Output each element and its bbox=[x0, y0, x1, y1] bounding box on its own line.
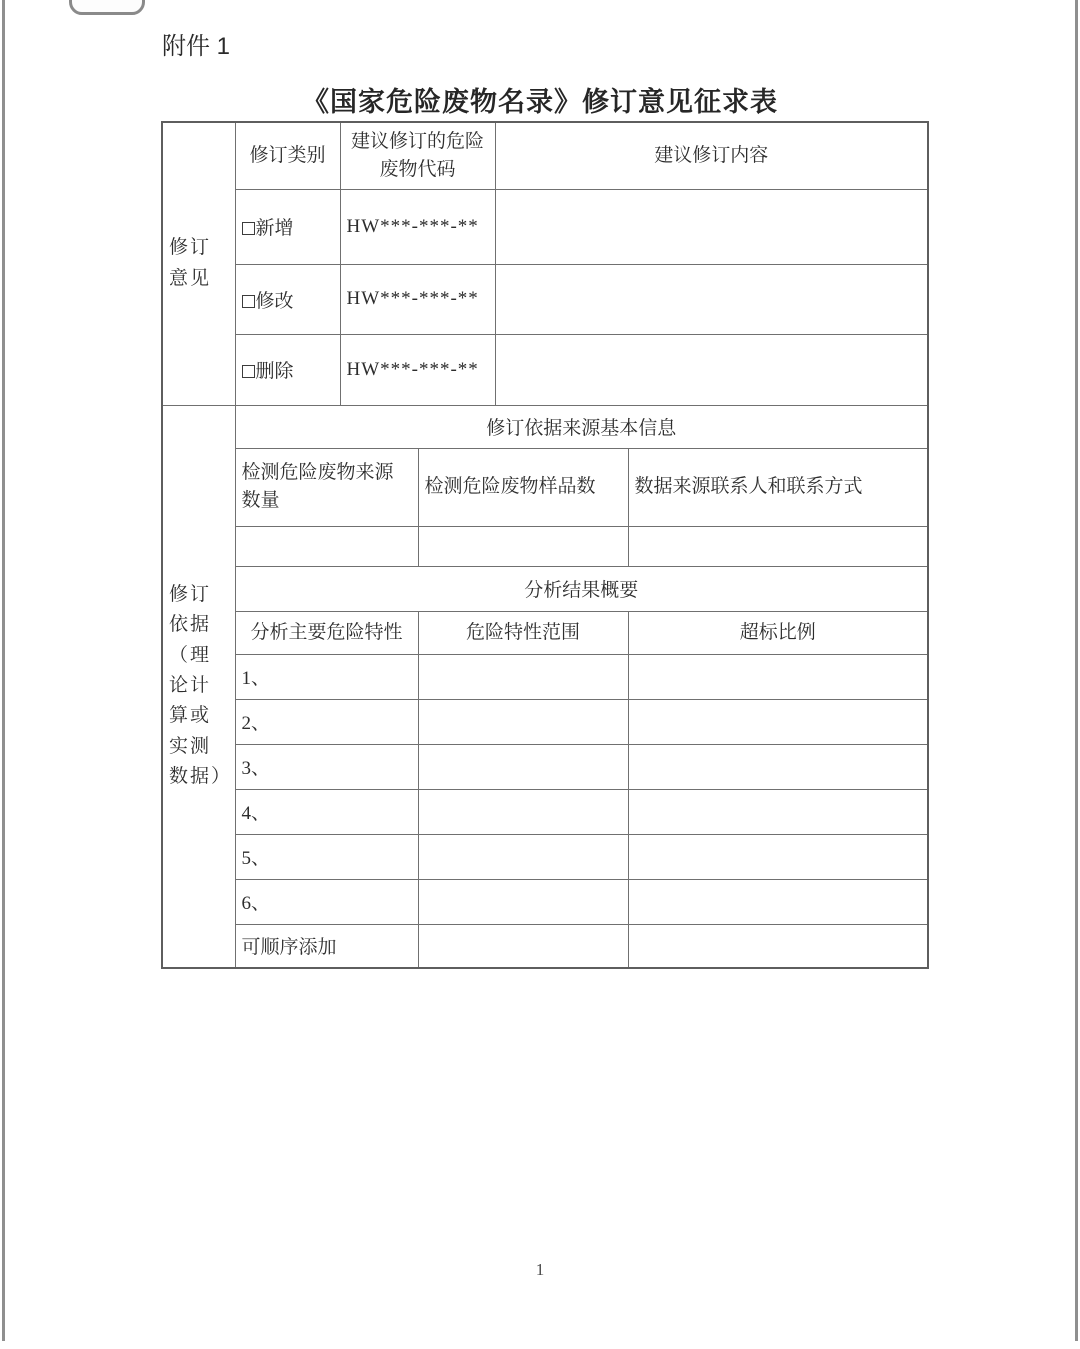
analysis-row-number: 6、 bbox=[235, 879, 418, 924]
header-contact-info: 数据来源联系人和联系方式 bbox=[628, 448, 928, 526]
empty-content-cell bbox=[495, 189, 928, 264]
analysis-row-number: 2、 bbox=[235, 699, 418, 744]
page-title: 《国家危险废物名录》修订意见征求表 bbox=[302, 87, 778, 117]
category-label-add: 新增 bbox=[255, 218, 294, 239]
header-source-count: 检测危险废物来源数量 bbox=[235, 448, 418, 526]
waste-code-cell: HW***-***-** bbox=[340, 189, 495, 264]
analysis-row-number: 4、 bbox=[235, 789, 418, 834]
empty-range-cell bbox=[418, 789, 628, 834]
attachment-label: 附件 1 bbox=[162, 33, 231, 60]
header-revision-category: 修订类别 bbox=[235, 122, 340, 189]
analysis-row-number: 5、 bbox=[235, 834, 418, 879]
empty-ratio-cell bbox=[628, 654, 928, 699]
empty-ratio-cell bbox=[628, 744, 928, 789]
header-waste-code: 建议修订的危险废物代码 bbox=[340, 122, 495, 189]
top-edge-pill-handle[interactable] bbox=[69, 0, 145, 15]
category-cell-modify bbox=[235, 264, 340, 334]
section2-row-label: 修订依据（理论计算或实测数据） bbox=[162, 405, 235, 968]
empty-range-cell bbox=[418, 744, 628, 789]
checkbox-icon bbox=[242, 295, 255, 308]
empty-ratio-cell bbox=[628, 789, 928, 834]
header-hazard-range: 危险特性范围 bbox=[418, 611, 628, 654]
empty-ratio-cell bbox=[628, 924, 928, 968]
header-main-hazard: 分析主要危险特性 bbox=[235, 611, 418, 654]
header-revision-content: 建议修订内容 bbox=[495, 122, 928, 189]
empty-range-cell bbox=[418, 654, 628, 699]
page-number: 1 bbox=[535, 1260, 545, 1279]
empty-ratio-cell bbox=[628, 699, 928, 744]
empty-range-cell bbox=[418, 699, 628, 744]
empty-ratio-cell bbox=[628, 879, 928, 924]
page-right-border bbox=[1075, 0, 1078, 1341]
empty-range-cell bbox=[418, 924, 628, 968]
analysis-row-number: 1、 bbox=[235, 654, 418, 699]
waste-code-cell: HW***-***-** bbox=[340, 334, 495, 405]
checkbox-icon bbox=[242, 365, 255, 378]
source-info-header: 修订依据来源基本信息 bbox=[235, 405, 928, 448]
empty-content-cell bbox=[495, 334, 928, 405]
revision-form-table bbox=[161, 121, 929, 969]
header-exceed-ratio: 超标比例 bbox=[628, 611, 928, 654]
analysis-row-number: 3、 bbox=[235, 744, 418, 789]
empty-ratio-cell bbox=[628, 834, 928, 879]
section1-row-label: 修订意见 bbox=[162, 122, 235, 405]
header-sample-count: 检测危险废物样品数 bbox=[418, 448, 628, 526]
page-left-border bbox=[2, 0, 5, 1341]
empty-source-count-cell bbox=[235, 526, 418, 566]
checkbox-icon bbox=[242, 222, 255, 235]
category-label-delete: 删除 bbox=[255, 361, 294, 382]
category-cell-add bbox=[235, 189, 340, 264]
empty-range-cell bbox=[418, 834, 628, 879]
empty-contact-cell bbox=[628, 526, 928, 566]
empty-content-cell bbox=[495, 264, 928, 334]
analysis-summary-header: 分析结果概要 bbox=[235, 566, 928, 611]
category-label-modify: 修改 bbox=[255, 290, 294, 312]
empty-sample-count-cell bbox=[418, 526, 628, 566]
add-in-sequence-label: 可顺序添加 bbox=[235, 924, 418, 968]
empty-range-cell bbox=[418, 879, 628, 924]
waste-code-cell: HW***-***-** bbox=[340, 264, 495, 334]
category-cell-delete bbox=[235, 334, 340, 405]
